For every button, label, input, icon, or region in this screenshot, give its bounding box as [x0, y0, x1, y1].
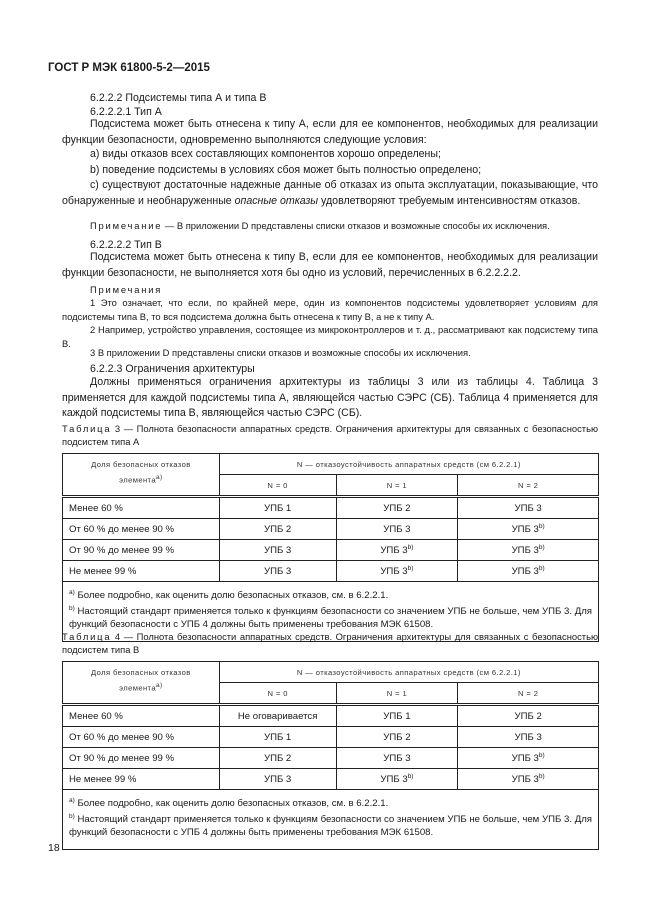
cell-value: УПБ 3	[511, 524, 539, 536]
condition-c-text: c) существуют достаточные надежные данные об отказах из опыта эксплуатации, показывающие, что обнаруженные и необнаруженные	[62, 179, 598, 207]
cell	[458, 705, 599, 727]
section-62221-title: 6.2.2.2.1 Тип А	[90, 106, 162, 118]
cell-value: УПБ 2	[383, 503, 411, 515]
cell	[336, 705, 458, 727]
term-dangerous-failures: опасные отказы	[234, 194, 319, 207]
table3	[62, 453, 599, 642]
section-6222-title: 6.2.2.2 Подсистемы типа А и типа В	[90, 92, 267, 104]
cell	[336, 519, 458, 540]
caption-label: Таблица	[62, 423, 112, 434]
table3-col-n2: N = 2	[458, 475, 599, 497]
cell-value: УПБ 3	[263, 545, 292, 557]
footnote-text: Более подробно, как оценить долю безопасных отказов, см. в 6.2.2.1.	[74, 590, 389, 602]
row-label: Менее 60 %	[63, 497, 220, 519]
cell	[219, 705, 336, 727]
paragraph-text: Подсистема может быть отнесена к типу А, если для ее компонентов, необходимых для реализации функции безопасности, одновременно выполняются следующие условия:	[62, 118, 598, 146]
footnote-a	[69, 586, 592, 602]
section-62222-paragraph	[62, 250, 598, 281]
note-1	[90, 219, 550, 232]
table-row	[63, 519, 599, 540]
table4-col-n2: N = 2	[458, 683, 599, 705]
table-row	[63, 727, 599, 748]
header-text: Доля безопасных отказов элемента	[91, 460, 191, 485]
cell-value: УПБ 3	[514, 503, 542, 515]
cell	[336, 561, 458, 582]
section-6223-paragraph	[62, 375, 598, 422]
footnote-text: Более подробно, как оценить долю безопасных отказов, см. в 6.2.2.1.	[74, 798, 389, 810]
condition-c	[62, 178, 598, 209]
cell	[458, 540, 599, 561]
footnote-mark: b)	[538, 564, 545, 572]
cell-value: УПБ 2	[383, 732, 411, 744]
table4	[62, 661, 599, 850]
footnote-mark: b)	[69, 605, 75, 613]
cell	[458, 497, 599, 519]
header-text: Доля безопасных отказов элемента	[91, 668, 191, 693]
cell	[219, 519, 336, 540]
footnote-mark: b)	[407, 564, 414, 572]
cell	[219, 769, 336, 790]
footnote-mark: b)	[538, 543, 545, 551]
note-item-1	[62, 296, 598, 324]
cell-value: УПБ 3	[383, 753, 411, 765]
cell-value: УПБ 3	[263, 774, 292, 786]
note-text: 2 Например, устройство управления, состоящее из микроконтроллеров и т. д., рассматривают как подсистему типа В.	[62, 324, 598, 349]
cell-value: УПБ 1	[263, 732, 292, 744]
cell-value: УПБ 2	[263, 524, 292, 536]
cell	[458, 561, 599, 582]
cell	[336, 540, 458, 561]
table3-col0-header	[63, 454, 220, 497]
footnote-b	[69, 810, 592, 839]
notes-label: Примечания	[90, 284, 163, 295]
row-label: От 60 % до менее 90 %	[63, 727, 220, 748]
footnote-mark: b)	[538, 522, 545, 530]
cell	[219, 561, 336, 582]
table-row	[63, 497, 599, 519]
row-label: От 90 % до менее 99 %	[63, 748, 220, 769]
table-row	[63, 540, 599, 561]
cell	[219, 748, 336, 769]
cell-value: УПБ 3	[380, 545, 408, 557]
note-label: Примечание	[90, 220, 163, 231]
cell-value: УПБ 3	[380, 566, 408, 578]
table3-caption	[62, 422, 598, 448]
note-text: — В приложении D представлены списки отказов и возможные способы их исключения.	[162, 220, 550, 231]
cell	[458, 727, 599, 748]
cell-value: УПБ 1	[383, 711, 411, 723]
footnote-b	[69, 602, 592, 631]
note-text: 1 Это означает, что если, по крайней мере, один из компонентов подсистемы удовлетворяет условиям для подсистемы типа В, то вся подсистема должна быть отнесена к типу В, а не к типу А.	[62, 297, 598, 322]
footnote-text: Настоящий стандарт применяется только к функциям безопасности со значением УПБ не больше, чем УПБ 3. Для функций безопасности с УПБ 4 должны быть применены требования МЭК 61508.	[69, 606, 592, 631]
row-label: Менее 60 %	[63, 705, 220, 727]
section-62222-title: 6.2.2.2.2 Тип В	[90, 239, 162, 251]
footnote-mark: a)	[155, 474, 163, 481]
cell	[219, 540, 336, 561]
cell-value: УПБ 2	[263, 753, 292, 765]
footnote-mark: b)	[69, 813, 75, 821]
paragraph-text: Должны применяться ограничения архитектуры из таблицы 3 или из таблицы 4. Таблица 3 применяется для каждой подсистемы типа А, являющейся частью СЭРС (СБ). Таблица 4 применяется для каждой подсистемы типа В, являющейся частью СЭРС (СБ).	[62, 376, 598, 419]
cell-value: УПБ 3	[383, 524, 411, 536]
cell	[336, 769, 458, 790]
table-row	[63, 561, 599, 582]
cell-value: УПБ 3	[511, 774, 539, 786]
caption-text: 4 — Полнота безопасности аппаратных средств. Ограничения архитектуры для связанных с безопасностью подсистем типа В	[62, 631, 598, 655]
cell	[336, 497, 458, 519]
footnotes-cell	[63, 790, 599, 850]
cell	[219, 497, 336, 519]
cell-value: УПБ 3	[511, 566, 539, 578]
footnote-mark: a)	[69, 797, 75, 804]
page-number: 18	[48, 842, 60, 854]
condition-a: a) виды отказов всех составляющих компонентов хорошо определены;	[90, 148, 441, 160]
footnote-mark: a)	[155, 682, 163, 689]
table-row	[63, 705, 599, 727]
table4-col-n0: N = 0	[219, 683, 336, 705]
cell-value: УПБ 3	[511, 753, 539, 765]
cell	[458, 748, 599, 769]
cell	[336, 727, 458, 748]
row-label: От 60 % до менее 90 %	[63, 519, 220, 540]
caption-label: Таблица	[62, 631, 112, 642]
table4-footnotes	[63, 790, 599, 850]
footnote-mark: b)	[407, 543, 414, 551]
cell-value: УПБ 3	[514, 732, 542, 744]
table-row	[63, 769, 599, 790]
note-item-3: 3 В приложении D представлены списки отказов и возможные способы их исключения.	[90, 347, 471, 358]
row-label: Не менее 99 %	[63, 561, 220, 582]
footnote-text: Настоящий стандарт применяется только к функциям безопасности со значением УПБ не больше, чем УПБ 3. Для функций безопасности с УПБ 4 должны быть применены требования МЭК 61508.	[69, 814, 592, 839]
table3-col-n0: N = 0	[219, 475, 336, 497]
cell-value: Не оговаривается	[237, 711, 318, 723]
row-label: Не менее 99 %	[63, 769, 220, 790]
document-id: ГОСТ Р МЭК 61800-5-2—2015	[48, 62, 210, 74]
table4-group-header: N — отказоустойчивость аппаратных средств (см 6.2.2.1)	[219, 662, 598, 683]
cell-value: УПБ 3	[511, 545, 539, 557]
section-6223-title: 6.2.2.3 Ограничения архитектуры	[90, 363, 255, 375]
table4-col0-header	[63, 662, 220, 705]
condition-c-text-end: удовлетворяют требуемым интенсивностям отказов.	[318, 194, 581, 207]
footnote-a	[69, 794, 592, 810]
footnote-mark: a)	[69, 589, 75, 596]
footnote-mark: b)	[538, 751, 545, 759]
cell	[336, 748, 458, 769]
cell-value: УПБ 2	[514, 711, 542, 723]
cell	[458, 519, 599, 540]
cell-value: УПБ 3	[380, 774, 408, 786]
section-62221-paragraph	[62, 117, 598, 148]
cell-value: УПБ 1	[263, 503, 292, 515]
condition-b: b) поведение подсистемы в условиях сбоя может быть полностью определено;	[90, 164, 482, 176]
table3-col-n1: N = 1	[336, 475, 458, 497]
table4-col-n1: N = 1	[336, 683, 458, 705]
footnote-mark: b)	[407, 772, 414, 780]
table4-caption	[62, 630, 598, 656]
cell	[219, 727, 336, 748]
cell-value: УПБ 3	[263, 566, 292, 578]
caption-text: 3 — Полнота безопасности аппаратных средств. Ограничения архитектуры для связанных с безопасностью подсистем типа А	[62, 423, 598, 447]
cell	[458, 769, 599, 790]
footnote-mark: b)	[538, 772, 545, 780]
table3-group-header: N — отказоустойчивость аппаратных средств (см 6.2.2.1)	[219, 454, 598, 475]
row-label: От 90 % до менее 99 %	[63, 540, 220, 561]
table-row	[63, 748, 599, 769]
paragraph-text: Подсистема может быть отнесена к типу В, если для ее компонентов, необходимых для реализации функции безопасности, не выполняется хотя бы одно из условий, перечисленных в 6.2.2.2.2.	[62, 251, 598, 279]
